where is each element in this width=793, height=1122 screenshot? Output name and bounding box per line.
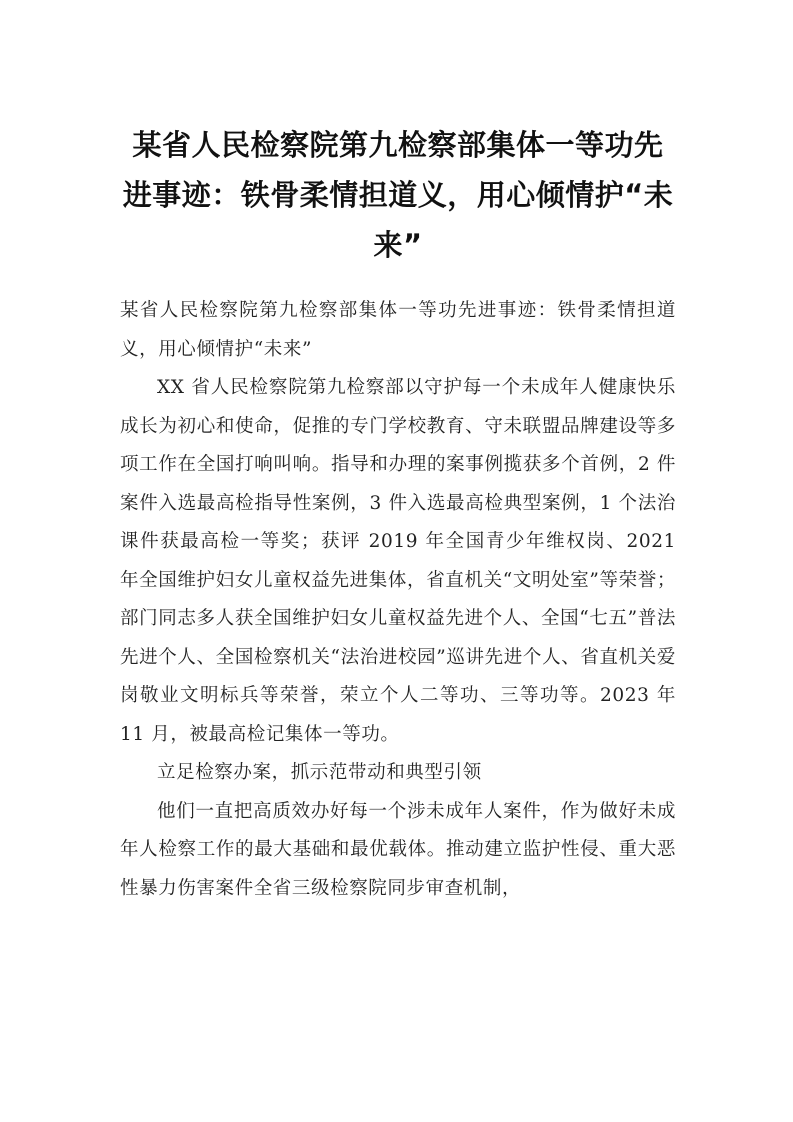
section-heading: 立足检察办案，抓示范带动和典型引领	[157, 762, 482, 783]
document-body	[120, 292, 676, 908]
document-title: 某省人民检察院第九检察部集体一等功先进事迹：铁骨柔情担道义，用心倾情护“未来”	[122, 128, 674, 262]
body-paragraph-subtitle: 某省人民检察院第九检察部集体一等功先进事迹：铁骨柔情担道义，用心倾情护“未来”	[120, 300, 676, 360]
body-paragraph-section: 他们一直把高质效办好每一个涉未成年人案件，作为做好未成年人检察工作的最大基础和最优载体。推动建立监护性侵、重大恶性暴力伤害案件全省三级检察院同步审查机制，	[120, 800, 676, 899]
body-paragraph-intro: XX 省人民检察院第九检察部以守护每一个未成年人健康快乐成长为初心和使命，促推的专门学校教育、守未联盟品牌建设等多项工作在全国打响叫响。指导和办理的案事例揽获多个首例，2 件案件入选最高检指导性案例，3 件入选最高检典型案例，1 个法治课件获最高检一等奖；获评 2019 年全国青少年维权岗、2021 年全国维护妇女儿童权益先进集体，省直机关“文明处室”等荣誉；部门同志多人获全国维护妇女儿童权益先进个人、全国“七五”普法先进个人、全国检察机关“法治进校园”巡讲先进个人、省直机关爱岗敬业文明标兵等荣誉，荣立个人二等功、三等功等。2023 年 11 月，被最高检记集体一等功。	[120, 377, 676, 745]
